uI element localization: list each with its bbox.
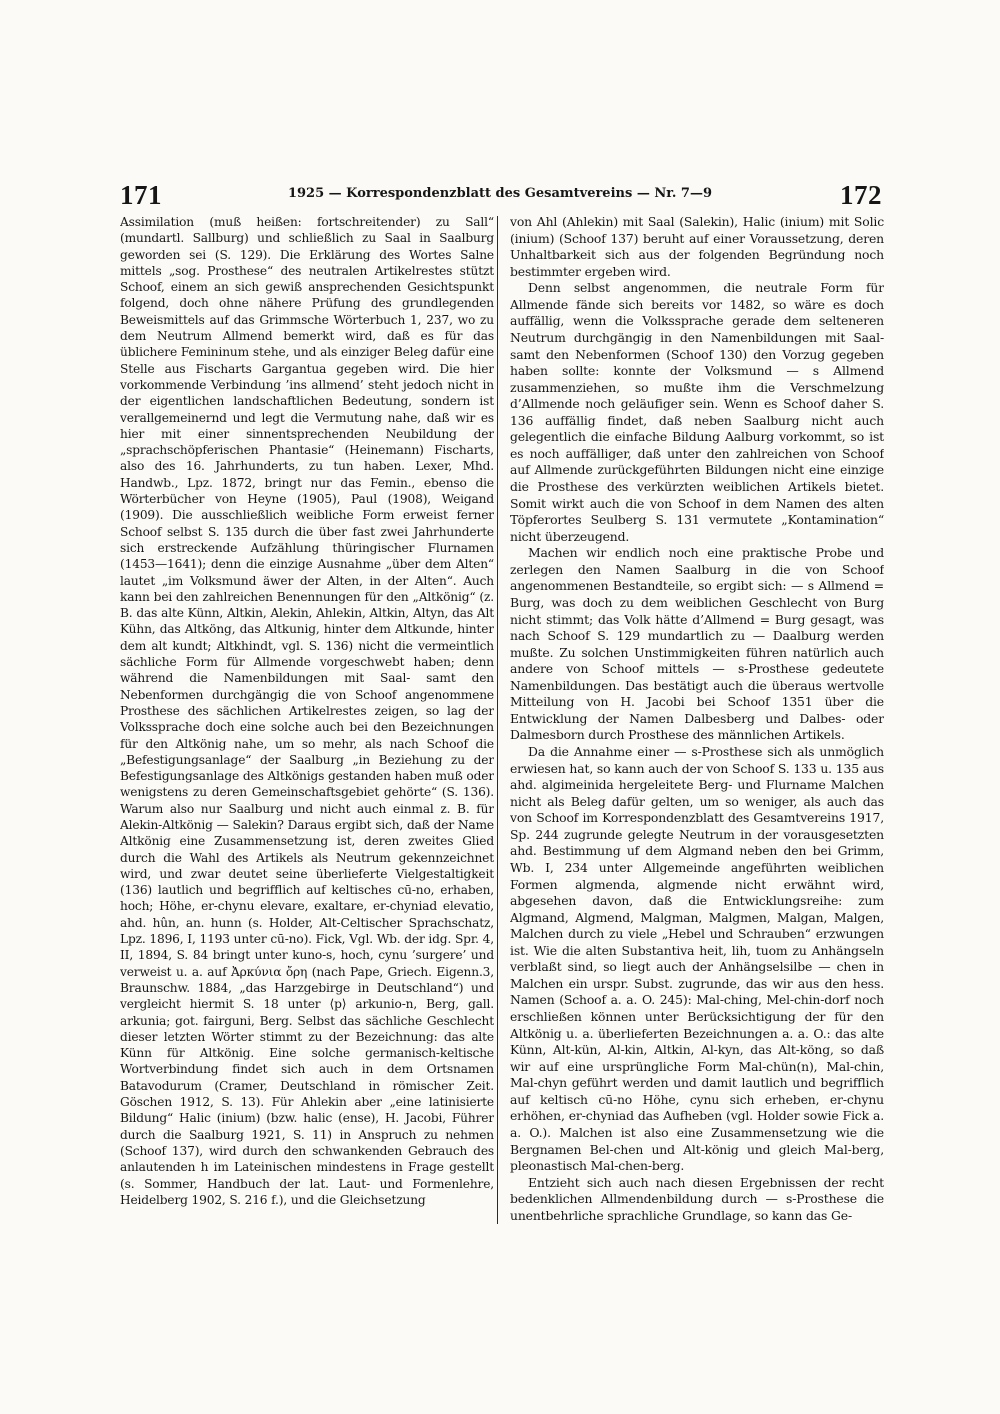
- paragraph: Machen wir endlich noch eine praktische Probe und zerlegen den Namen Saalburg in die von Schoof angenommenen Bestandteile, so ergibt sich: — s Allmend = Burg, was doch zu dem weiblichen Geschlecht von Burg nicht stimmt; das Volk hätte d’Allmend = Burg gesagt, was nach Schoof S. 129 mundartlich zu — Daalburg werden mußte. Zu solchen Unstimmigkeiten führen natürlich auch andere von Schoof mittels — s-Prosthese gedeutete Namenbildungen. Das bestätigt auch die überaus wertvolle Mitteilung von H. Jacobi bei Schoof 1351 über die Entwicklung der Namen Dalbesberg und Dalbes- oder Dalmesborn durch Prosthese des männlichen Artikels.: [510, 545, 884, 743]
- left-column: [120, 214, 494, 1224]
- page-number-left: 171: [120, 180, 162, 210]
- running-head: 1925 — Korrespondenzblatt des Gesamtvereins — Nr. 7—9: [287, 186, 713, 201]
- column-divider: [497, 216, 498, 1224]
- paragraph: Assimilation (muß heißen: fortschreitender) zu Sall“ (mundartl. Sallburg) und schließlich zu Saal in Saalburg geworden sei (S. 129). Die Erklärung des Wortes Salne mittels „sog. Prosthese“ des neutralen Artikelrestes stützt Schoof, einem an sich gewiß ansprechenden Gesichtspunkt folgend, doch ohne nähere Prüfung des grundlegenden Beweismittels auf das Grimmsche Wörterbuch 1, 237, wo zu dem Neutrum Allmend bemerkt wird, daß es für das üblichere Femininum stehe, und als einziger Beleg dafür eine Stelle aus Fischarts Gargantua gegeben wird. Die hier vorkommende Verbindung ’ins allmend’ steht jedoch nicht in der eigentlichen landschaftlichen Bedeutung, sondern ist verallgemeinernd und legt die Vermutung nahe, daß wir es hier mit einer sinnentsprechenden Neubildung der „sprachschöpferischen Phantasie“ (Heinemann) Fischarts, also des 16. Jahrhunderts, zu tun haben. Lexer, Mhd. Handwb., Lpz. 1872, bringt nur das Femin., ebenso die Wörterbücher von Heyne (1905), Paul (1908), Weigand (1909). Die ausschließlich weibliche Form erweist ferner Schoof selbst S. 135 durch die über fast zwei Jahrhunderte sich erstreckende Aufzählung thüringischer Flurnamen (1453—1641); denn die einzige Ausnahme „über dem Alten“ lautet „im Volksmund äwer der Alten, in der Alten“. Auch kann bei den zahlreichen Benennungen für den „Altkönig“ (z. B. das alte Künn, Altkin, Alekin, Ahlekin, Altkin, Altyn, das Alt Kühn, das Altköng, das Altkunig, hinter dem Altkunde, hinter dem alt kundt; Altkhindt, vgl. S. 136) nicht die vermeintlich sächliche Form für Allmende vorgeschwebt haben; denn während die Namenbildungen mit Saal- samt den Nebenformen durchgängig die von Schoof angenommene Prosthese des sächlichen Artikelrestes zeigen, so lag der Volkssprache doch eine solche auch bei den Bezeichnungen für den Altkönig nahe, um so mehr, als nach Schoof die „Befestigungsanlage“ der Saalburg „in Beziehung zu der Befestigungsanlage des Altkönigs gestanden haben muß oder wenigstens zu deren Gemeinschaftsgebiet gehörte“ (S. 136). Warum also nur Saalburg und nicht auch einmal z. B. für Alekin-Altkönig — Salekin? Daraus ergibt sich, daß der Name Altkönig eine Zusammensetzung ist, deren zweites Glied durch die Wahl des Artikels als Neutrum gekennzeichnet wird, und zwar deutet seine überlieferte Vielgestaltigkeit (136) lautlich und begrifflich auf keltisches cū-no, erhaben, hoch; Höhe, er-chynu elevare, exaltare, er-chyniad elevatio, ahd. hûn, an. hunn (s. Holder, Alt-Celtischer Sprachschatz, Lpz. 1896, I, 1193 unter cū-no). Fick, Vgl. Wb. der idg. Spr. 4, II, 1894, S. 84 bringt unter kuno-s, hoch, cynu ’surgere’ und verweist u. a. auf Ἀρκύνια ὄρη (nach Pape, Griech. Eigenn.3, Braunschw. 1884, „das Harzgebirge in Deutschland“) und vergleicht hiermit S. 18 unter ⟨p⟩ arkunio-n, Berg, gall. arkunia; got. fairguni, Berg. Selbst das sächliche Geschlecht dieser letzten Wörter stimmt zu der Bezeichnung: das alte Künn für Altkönig. Eine solche germanisch-keltische Wortverbindung findet sich auch in dem Ortsnamen Batavodurum (Cramer, Deutschland in römischer Zeit. Göschen 1912, S. 13). Für Ahlekin aber „eine latinisierte Bildung“ Halic (inium) (bzw. halic (ense), H. Jacobi, Führer durch die Saalburg 1921, S. 11) in Anspruch zu nehmen (Schoof 137), wird durch den schwankenden Gebrauch des anlautenden h im Lateinischen mindestens in Frage gestellt (s. Sommer, Handbuch der lat. Laut- und Formenlehre, Heidelberg 1902, S. 216 f.), und die Gleichsetzung: [120, 215, 494, 1207]
- paragraph: von Ahl (Ahlekin) mit Saal (Salekin), Halic (inium) mit Solic (inium) (Schoof 137) beruht auf einer Voraussetzung, deren Unhaltbarkeit sich aus der folgenden Begründung noch bestimmter ergeben wird.: [510, 214, 884, 279]
- right-column: [510, 214, 884, 1224]
- paragraph: Da die Annahme einer — s-Prosthese sich als unmöglich erwiesen hat, so kann auch der von Schoof S. 133 u. 135 aus ahd. algimeinida hergeleitete Berg- und Flurname Malchen nicht als Beleg dafür gelten, um so weniger, als auch das von Schoof im Korrespondenzblatt des Gesamtvereins 1917, Sp. 244 zugrunde gelegte Neutrum in der vorausgesetzten ahd. Bestimmung uf dem Algmand neben den bei Grimm, Wb. I, 234 unter Allgemeinde angeführten weiblichen Formen algmenda, algmende nicht erwähnt wird, abgesehen davon, daß die Entwicklungsreihe: zum Algmand, Algmend, Malgman, Malgmen, Malgan, Malgen, Malchen durch zu viele „Hebel und Schrauben“ erzwungen ist. Wie die alten Substantiva heit, lih, tuom zu Anhängseln verblaßt sind, so liegt auch der Anhängselsilbe — chen in Malchen ein urspr. Subst. zugrunde, das wir aus den hess. Namen (Schoof a. a. O. 245): Mal-ching, Mel-chin-dorf noch erschließen können unter Berücksichtigung der für den Altkönig u. a. überlieferten Bezeichnungen a. a. O.: das alte Künn, Alt-kün, Al-kin, Altkin, Al-kyn, das Alt-köng, so daß wir auf eine ursprüngliche Form Mal-chün(n), Mal-chin, Mal-chyn geführt werden und damit lautlich und begrifflich auf keltisch cū-no Höhe, cynu sich erheben, er-chynu erhöhen, er-chyniad das Aufheben (vgl. Holder sowie Fick a. a. O.). Malchen ist also eine Zusammensetzung wie die Bergnamen Bel-chen und Alt-könig und gleich Mal-berg, pleonastisch Mal-chen-berg.: [510, 744, 884, 1174]
- paragraph: Entzieht sich auch nach diesen Ergebnissen der recht bedenklichen Allmendenbildung durch — s-Prosthese die unentbehrliche sprachliche Grundlage, so kann das Ge-: [510, 1174, 884, 1223]
- paragraph: Denn selbst angenommen, die neutrale Form für Allmende fände sich bereits vor 1482, so wäre es doch auffällig, wenn die Volkssprache gerade dem selteneren Neutrum durchgängig in den Namenbildungen mit Saal- samt den Nebenformen (Schoof 130) den Vorzug gegeben haben sollte: konnte der Volksmund — s Allmend zusammenziehen, so mußte ihm die Verschmelzung d’Allmende noch geläufiger sein. Wenn es Schoof daher S. 136 auffällig findet, daß neben Saalburg nicht auch gelegentlich die einfache Bildung Aalburg vorkommt, so ist es noch auffälliger, daß unter den zahlreichen von Schoof auf Allmende zurückgeführten Bildungen nicht eine einzige die Prosthese des verkürzten weiblichen Artikels bietet. Somit wirkt auch die von Schoof in dem Namen des alten Töpferortes Seulberg S. 131 vermutete „Kontamination“ nicht überzeugend.: [510, 280, 884, 544]
- page-number-right: 172: [840, 180, 882, 210]
